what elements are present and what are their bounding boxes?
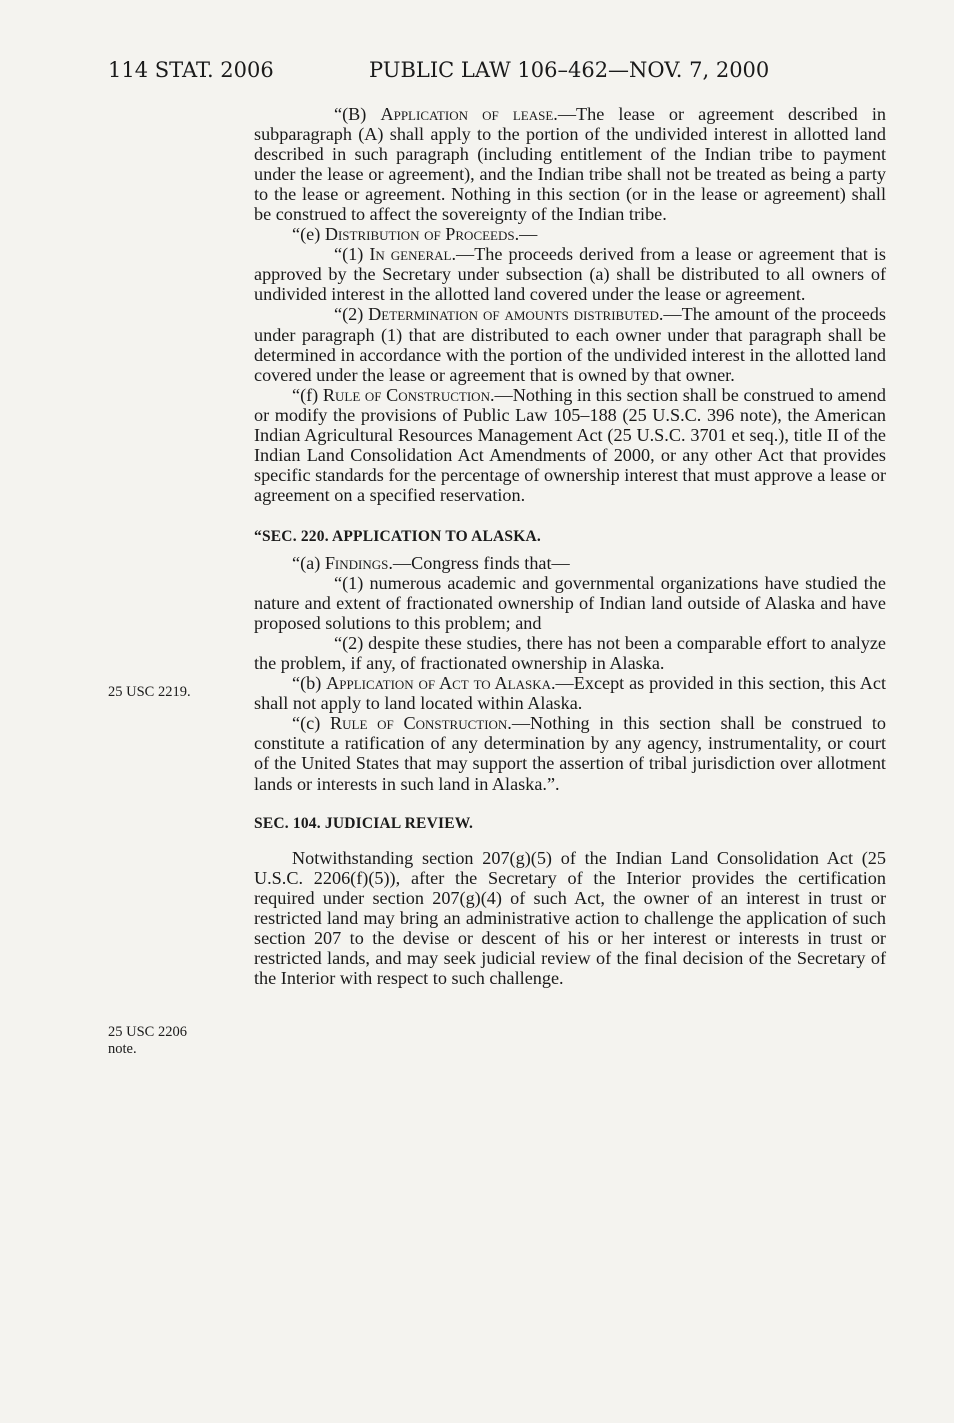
- page-header: [108, 58, 894, 88]
- margin-note-line: 25 USC 2206: [108, 1024, 187, 1040]
- subsection-f-rule-of-construction: [254, 385, 886, 505]
- paragraph-a2: “(2) despite these studies, there has not been a comparable effort to analyze the problem, if any, of fractionated ownership in Alaska.: [254, 633, 886, 674]
- paragraph-heading: Distribution of Proceeds.: [324, 224, 520, 245]
- paragraph-text: —The proceeds derived from a lease or agreement that is approved by the Secretary under subsection (a) shall be distributed to all owners of undivided interest in the allotted land covered under the lease or agreement.: [254, 244, 886, 305]
- paragraph-label: “(e): [292, 224, 325, 245]
- paragraph-label: “(f): [292, 384, 323, 405]
- paragraph-heading: In general.: [369, 244, 456, 265]
- subsection-b-application-to-alaska: [254, 673, 886, 713]
- paragraph-heading: Findings.: [324, 552, 393, 573]
- paragraph-text: —Except as provided in this section, this Act shall not apply to land located within Alaska.: [254, 673, 887, 714]
- section-220-heading: “SEC. 220. APPLICATION TO ALASKA.: [254, 527, 541, 545]
- margin-note-usc-2206: [108, 1024, 187, 1058]
- paragraph-label: “(B): [334, 104, 381, 124]
- paragraph-label: “(a): [292, 552, 325, 573]
- paragraph-heading: Application of lease.: [380, 104, 558, 124]
- paragraph-e2-determination: [254, 304, 886, 384]
- statute-body: [254, 104, 886, 988]
- section-104-text: Notwithstanding section 207(g)(5) of the Indian Land Consolidation Act (25 U.S.C. 2206(f)(5)), after the Secretary of the Interior provides the certification required under section 207(g)(4) of such Act, the owner of an interest in trust or restricted land may bring an administrative action to challenge the application of such section 207 to the devise or descent of his or her interest or interests in trust or restricted lands, and may seek judicial review of the final decision of the Secretary of the Interior with respect to such challenge.: [254, 847, 886, 988]
- subsection-a-findings: [254, 553, 886, 573]
- paragraph-label: “(b): [292, 673, 327, 694]
- paragraph-label: “(c): [292, 713, 330, 734]
- paragraph-label: “(1): [334, 244, 370, 265]
- paragraph-heading: Application of Act to Alaska.: [326, 673, 556, 694]
- paragraph-label: “(2): [334, 304, 369, 325]
- paragraph-heading: Determination of amounts distributed.: [368, 304, 664, 325]
- paragraph-heading: Rule of Construction.: [322, 384, 495, 405]
- paragraph-text: —: [519, 224, 538, 245]
- paragraph-e1-in-general: [254, 244, 886, 304]
- subsection-e-distribution: [254, 224, 886, 244]
- paragraph-text: —The lease or agreement described in subparagraph (A) shall apply to the portion of the undivided interest in allotted land described in such paragraph (including entitlement of the Indian tribe to payment under the lease or agreement), and the Indian tribe shall not be treated as being a party to the lease or agreement. Nothing in this section (or in the lease or agreement) shall be construed to affect the sovereignty of the Indian tribe.: [254, 104, 886, 225]
- paragraph-text: —Nothing in this section shall be construed to constitute a ratification of any determination by any agency, instrumentality, or court of the United States that may support the assertion of tribal jurisdiction over allotment lands or interests in such land in Alaska.”.: [254, 713, 886, 794]
- paragraph-text: —Nothing in this section shall be construed to amend or modify the provisions of Public Law 105–188 (25 U.S.C. 396 note), the American Indian Agricultural Resources Management Act (25 U.S.C. 3701 et seq.), title II of the Indian Land Consolidation Act Amendments of 2000, or any other Act that provides specific standards for the percentage of ownership interest that must approve a lease or agreement on a specified reservation.: [254, 384, 886, 505]
- section-104-heading: SEC. 104. JUDICIAL REVIEW.: [254, 814, 474, 832]
- subsection-c-rule-of-construction: [254, 713, 886, 793]
- paragraph-a1: “(1) numerous academic and governmental organizations have studied the nature and extent of fractionated ownership of Indian land outside of Alaska and have proposed solutions to this problem; and: [254, 573, 886, 634]
- margin-note-line: note.: [108, 1041, 137, 1057]
- law-reference: PUBLIC LAW 106–462—NOV. 7, 2000: [369, 58, 770, 82]
- paragraph-heading: Rule of Construction.: [329, 713, 512, 734]
- page-reference: 114 STAT. 2006: [108, 58, 274, 82]
- paragraph-text: —Congress finds that—: [392, 552, 570, 573]
- margin-note-usc-2219: 25 USC 2219.: [108, 684, 191, 700]
- paragraph-b-application-of-lease: [254, 104, 886, 224]
- paragraph-text: —The amount of the proceeds under paragraph (1) that are distributed to each owner under that paragraph shall be determined in accordance with the portion of the undivided interest in the allotted land covered under the lease or agreement that is owned by that owner.: [254, 304, 886, 385]
